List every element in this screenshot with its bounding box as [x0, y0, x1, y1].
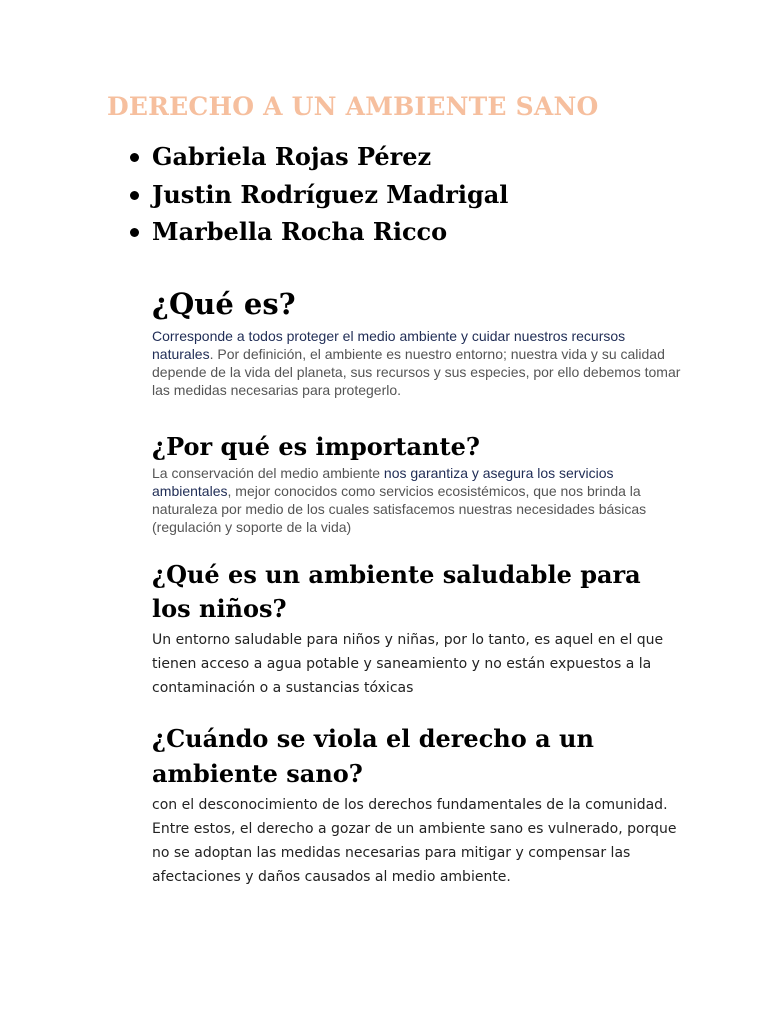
- section-heading: ¿Por qué es importante?: [152, 432, 480, 461]
- bullet-icon: [130, 228, 139, 237]
- section-body: [152, 327, 682, 399]
- section-heading: ¿Cuándo se viola el derecho a un ambiente sano?: [152, 724, 594, 788]
- section-body: con el desconocimiento de los derechos fundamentales de la comunidad. Entre estos, el derecho a gozar de un ambiente sano es vulnerado, porque no se adoptan las medidas necesarias para mitigar y compensar las afectaciones y daños causados al medio ambiente.: [152, 797, 677, 885]
- author-item: [130, 179, 508, 217]
- author-name: Justin Rodríguez Madrigal: [152, 179, 509, 209]
- author-list: [130, 141, 508, 254]
- document-title: DERECHO A UN AMBIENTE SANO: [107, 92, 599, 121]
- bullet-icon: [130, 191, 139, 200]
- section-body: Un entorno saludable para niños y niñas, por lo tanto, es aquel en el que tienen acceso a agua potable y saneamiento y no están expuestos a la contaminación o a sustancias tóxicas: [152, 632, 664, 696]
- section-heading: ¿Qué es un ambiente saludable para los niños?: [152, 560, 641, 623]
- bullet-icon: [130, 153, 139, 162]
- section-heading: ¿Qué es?: [152, 287, 296, 321]
- author-name: Gabriela Rojas Pérez: [152, 142, 432, 171]
- highlighted-text: Corresponde a todos proteger el medio ambiente y cuidar nuestros recursos naturales: [152, 328, 626, 362]
- author-item: [130, 216, 508, 254]
- section-cuando-se-viola: [152, 721, 682, 889]
- section-que-es: [152, 285, 682, 399]
- author-name: Marbella Rocha Ricco: [152, 217, 448, 246]
- body-text: La conservación del medio ambiente: [152, 465, 384, 481]
- section-body: [152, 464, 682, 536]
- body-text: . Por definición, el ambiente es nuestro entorno; nuestra vida y su calidad depende de la vida del planeta, sus recursos y sus especies, por ello debemos tomar las medidas necesarias para protegerlo.: [152, 346, 681, 398]
- section-por-que-importante: [152, 430, 682, 536]
- highlighted-text: nos garantiza y asegura los servicios ambientales: [152, 465, 614, 499]
- author-item: [130, 141, 508, 179]
- body-text: , mejor conocidos como servicios ecosistémicos, que nos brinda la naturaleza por medio de los cuales satisfacemos nuestras necesidades básicas (regulación y soporte de la vida): [152, 483, 647, 535]
- section-ambiente-saludable-ninos: [152, 558, 682, 700]
